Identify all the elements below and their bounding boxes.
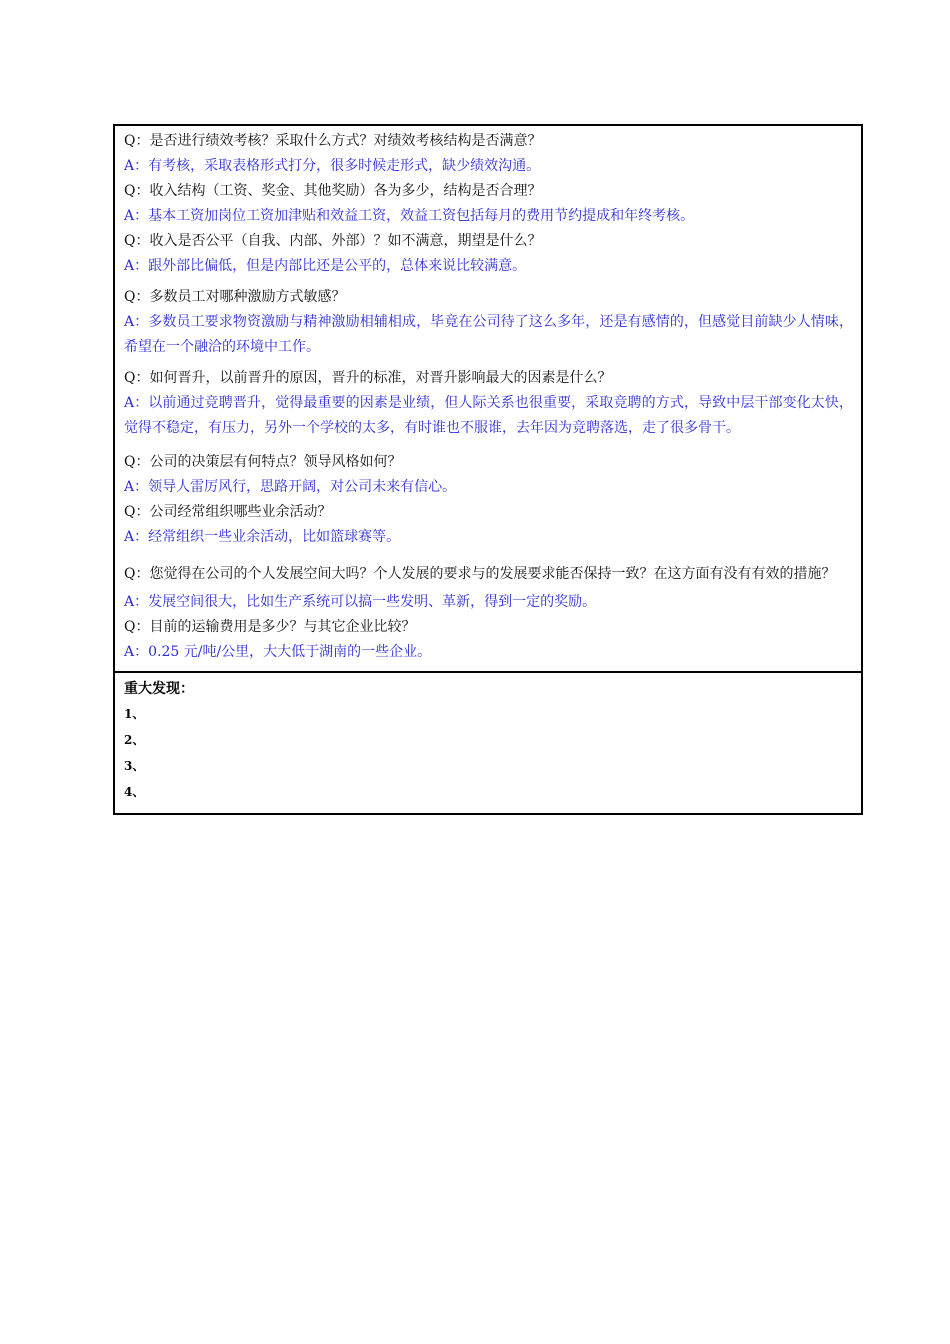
answer-text: A：领导人雷厉风行，思路开阔，对公司未来有信心。 [124,479,457,495]
findings-title: 重大发现： [124,681,194,697]
qa-section [115,126,861,673]
answer-text: A：多数员工要求物资激励与精神激励相辅相成，毕竟在公司待了这么多年，还是有感情的，但感觉目前缺少人情味，希望在一个融洽的环境中工作。 [124,314,853,355]
findings-section [115,673,861,813]
findings-item: 3、 [124,759,145,773]
findings-item: 1、 [124,707,145,721]
question-text: Q：多数员工对哪种激励方式敏感？ [124,289,346,305]
question-text: Q：收入结构（工资、奖金、其他奖励）各为多少，结构是否合理？ [124,183,542,199]
answer-text: A：发展空间很大，比如生产系统可以搞一些发明、革新，得到一定的奖励。 [124,594,597,610]
findings-item: 4、 [124,785,145,799]
findings-item: 2、 [124,733,145,747]
question-text: Q：公司的决策层有何特点？领导风格如何？ [124,454,402,470]
question-text: Q：您觉得在公司的个人发展空间大吗？个人发展的要求与的发展要求能否保持一致？在这方面有没有有效的措施？ [124,566,836,582]
answer-text: A：跟外部比偏低，但是内部比还是公平的，总体来说比较满意。 [124,258,527,274]
answer-text: A：以前通过竞聘晋升，觉得最重要的因素是业绩，但人际关系也很重要，采取竞聘的方式，导致中层干部变化太快，觉得不稳定，有压力，另外一个学校的太多，有时谁也不服谁，去年因为竞聘落选，走了很多骨干。 [124,395,853,436]
question-text: Q：如何晋升，以前晋升的原因，晋升的标准，对晋升影响最大的因素是什么？ [124,370,612,386]
question-text: Q：收入是否公平（自我、内部、外部）？如不满意，期望是什么？ [124,233,542,249]
question-text: Q：公司经常组织哪些业余活动？ [124,504,332,520]
answer-text: A：有考核，采取表格形式打分，很多时候走形式，缺少绩效沟通。 [124,158,541,174]
question-text: Q：目前的运输费用是多少？与其它企业比较？ [124,619,416,635]
answer-text: A：基本工资加岗位工资加津贴和效益工资，效益工资包括每月的费用节约提成和年终考核。 [124,208,695,224]
answer-text: A：0.25 元/吨/公里，大大低于湖南的一些企业。 [124,644,432,660]
question-text: Q：是否进行绩效考核？采取什么方式？对绩效考核结构是否满意？ [124,133,542,149]
interview-table [113,124,863,815]
answer-text: A：经常组织一些业余活动，比如篮球赛等。 [124,529,401,545]
